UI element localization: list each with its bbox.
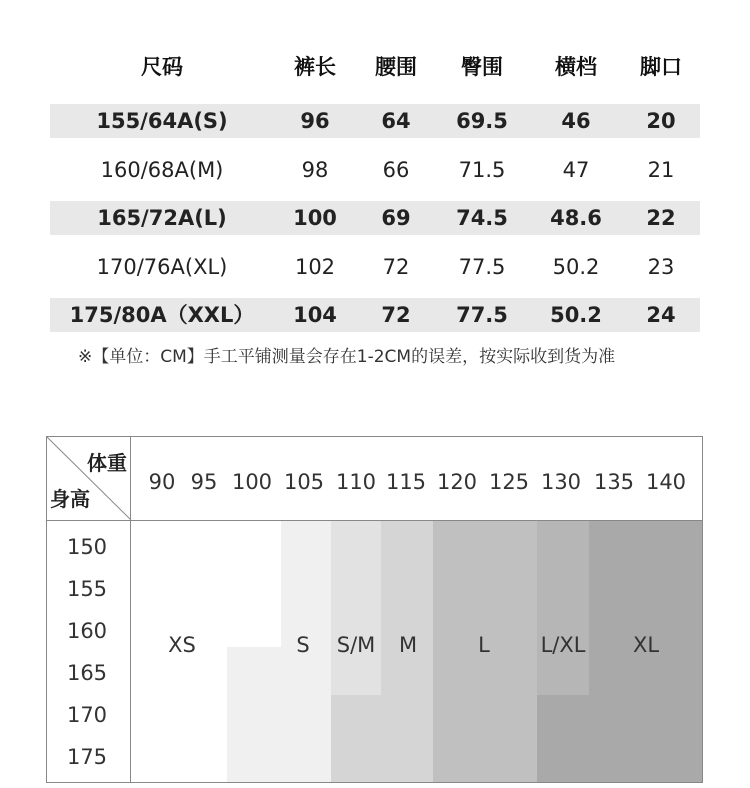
weight-tick: 140 bbox=[645, 470, 687, 494]
weight-tick: 95 bbox=[190, 470, 218, 494]
header-pants-length: 裤长 bbox=[294, 55, 336, 79]
cell-hip: 77.5 bbox=[456, 303, 508, 327]
cell-leg-opening: 23 bbox=[647, 255, 675, 279]
header-waist: 腰围 bbox=[375, 55, 417, 79]
zone-block-s-lower bbox=[227, 647, 281, 783]
cell-hip: 69.5 bbox=[456, 109, 508, 133]
header-size: 尺码 bbox=[141, 55, 183, 79]
height-tick: 170 bbox=[66, 703, 108, 727]
cell-waist: 69 bbox=[381, 206, 411, 230]
weight-tick: 125 bbox=[488, 470, 530, 494]
header-leg-opening: 脚口 bbox=[640, 55, 682, 79]
weight-tick: 105 bbox=[283, 470, 325, 494]
weight-tick: 100 bbox=[231, 470, 273, 494]
cell-thigh: 47 bbox=[562, 158, 590, 182]
weight-tick: 130 bbox=[540, 470, 582, 494]
cell-leg-opening: 21 bbox=[647, 158, 675, 182]
cell-thigh: 48.6 bbox=[550, 206, 602, 230]
zone-block-m-lower bbox=[331, 695, 433, 783]
cell-size: 175/80A（XXL） bbox=[69, 303, 255, 327]
weight-tick: 115 bbox=[385, 470, 427, 494]
zone-label-xl: XL bbox=[632, 633, 660, 657]
height-tick: 165 bbox=[66, 661, 108, 685]
header-thigh: 横档 bbox=[555, 55, 597, 79]
corner-cell bbox=[47, 437, 131, 520]
zone-label-l: L bbox=[478, 633, 490, 657]
zone-label-m: M bbox=[398, 633, 418, 657]
cell-hip: 71.5 bbox=[458, 158, 506, 182]
cell-thigh: 50.2 bbox=[552, 255, 600, 279]
weight-label: 体重 bbox=[87, 451, 127, 475]
cell-hip: 77.5 bbox=[458, 255, 506, 279]
zone-block-lxl bbox=[537, 521, 589, 695]
table-row bbox=[50, 298, 700, 332]
cell-waist: 72 bbox=[382, 255, 410, 279]
table-row bbox=[50, 153, 700, 187]
cell-leg-opening: 22 bbox=[646, 206, 676, 230]
table-row bbox=[50, 250, 700, 284]
cell-pants-length: 104 bbox=[293, 303, 337, 327]
zone-block-sm bbox=[331, 521, 381, 695]
measurement-note: ※【单位：CM】手工平铺测量会存在1-2CM的误差，按实际收到货为准 bbox=[78, 347, 616, 367]
header-hip: 臀围 bbox=[461, 55, 503, 79]
cell-hip: 74.5 bbox=[456, 206, 508, 230]
size-table-header bbox=[50, 50, 700, 84]
cell-pants-length: 100 bbox=[293, 206, 337, 230]
table-row bbox=[50, 201, 700, 235]
cell-waist: 64 bbox=[381, 109, 411, 133]
weight-tick: 135 bbox=[593, 470, 635, 494]
weight-tick: 110 bbox=[335, 470, 377, 494]
zone-label-xs: XS bbox=[168, 633, 196, 657]
cell-size: 155/64A(S) bbox=[96, 109, 228, 133]
weight-tick: 120 bbox=[436, 470, 478, 494]
cell-thigh: 46 bbox=[561, 109, 591, 133]
weight-tick: 90 bbox=[148, 470, 176, 494]
height-tick: 160 bbox=[66, 619, 108, 643]
cell-pants-length: 98 bbox=[301, 158, 329, 182]
zone-label-s: S bbox=[296, 633, 310, 657]
size-zone-area bbox=[131, 521, 703, 783]
cell-waist: 66 bbox=[382, 158, 410, 182]
cell-waist: 72 bbox=[381, 303, 411, 327]
height-tick: 150 bbox=[66, 535, 108, 559]
table-row bbox=[50, 104, 700, 138]
zone-label-sm: S/M bbox=[336, 633, 376, 657]
weight-header-row bbox=[47, 437, 703, 521]
cell-size: 160/68A(M) bbox=[100, 158, 224, 182]
height-tick: 175 bbox=[66, 745, 108, 769]
cell-pants-length: 96 bbox=[300, 109, 330, 133]
cell-size: 165/72A(L) bbox=[97, 206, 227, 230]
height-label: 身高 bbox=[50, 487, 90, 511]
cell-thigh: 50.2 bbox=[550, 303, 602, 327]
height-column bbox=[47, 521, 131, 783]
cell-leg-opening: 20 bbox=[646, 109, 676, 133]
size-guide-grid bbox=[46, 436, 703, 783]
cell-size: 170/76A(XL) bbox=[96, 255, 228, 279]
zone-label-lxl: L/XL bbox=[540, 633, 586, 657]
cell-pants-length: 102 bbox=[294, 255, 336, 279]
cell-leg-opening: 24 bbox=[646, 303, 676, 327]
height-tick: 155 bbox=[66, 577, 108, 601]
zone-block-xl-lower bbox=[537, 695, 589, 783]
